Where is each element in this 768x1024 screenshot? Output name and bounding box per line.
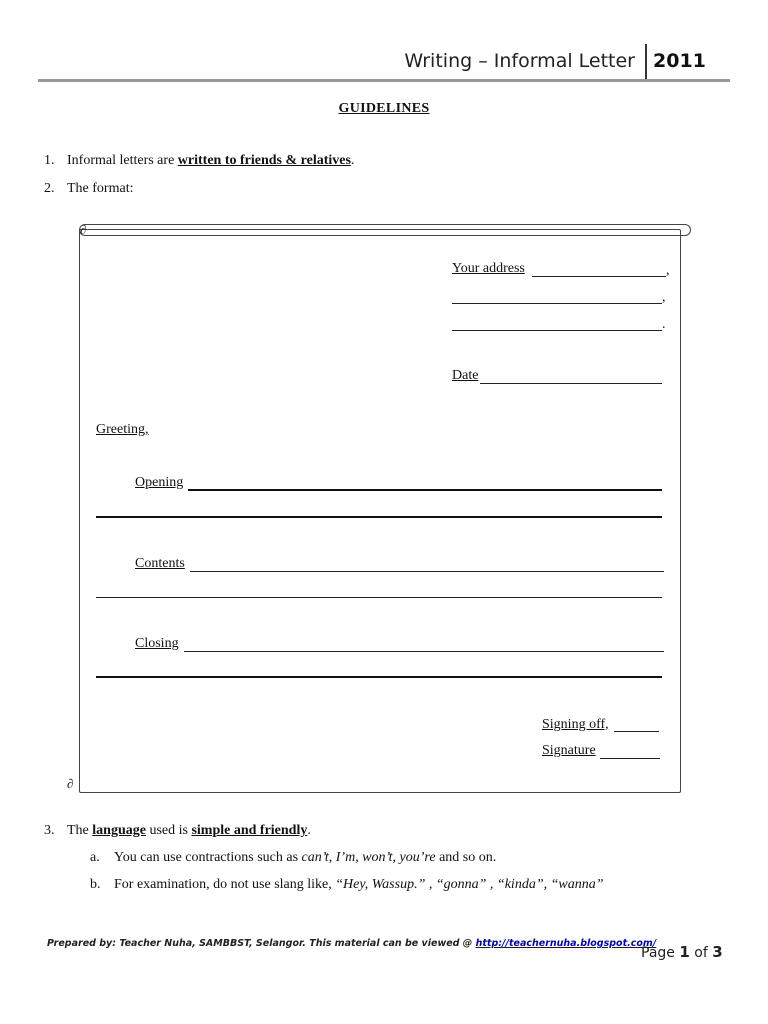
comma: ,: [666, 263, 670, 278]
opening-line-2: [96, 516, 662, 518]
letter-format-scroll: [79, 229, 681, 793]
closing-label: Closing: [135, 636, 179, 651]
footer-credit: Prepared by: Teacher Nuha, SAMBBST, Selangor. This material can be viewed @ http://teachernuha.blogspot.com/: [47, 938, 657, 949]
page-number: Page 1 of 3: [641, 943, 723, 961]
address-line-3: [452, 330, 662, 331]
guidelines-heading: GUIDELINES: [338, 101, 430, 116]
header-divider: [645, 44, 647, 82]
list-number: 2.: [44, 181, 55, 196]
address-label: Your address: [452, 261, 525, 276]
opening-label: Opening: [135, 475, 184, 490]
scroll-curl-top-icon: ∂: [80, 222, 87, 237]
closing-line-2: [96, 676, 662, 678]
greeting-label: Greeting,: [96, 422, 149, 437]
signature-line: [600, 758, 660, 759]
signing-off-line: [614, 731, 659, 732]
list-number: 3.: [44, 823, 55, 838]
blog-link[interactable]: http://teachernuha.blogspot.com/: [475, 938, 657, 949]
emphasis-text: language: [92, 823, 146, 838]
full-stop: .: [662, 317, 666, 332]
opening-line-1: [188, 489, 662, 491]
sub-item-letter: a.: [90, 850, 100, 865]
signing-off-label: Signing off,: [542, 717, 609, 732]
signature-label: Signature: [542, 743, 596, 758]
example-text: “Hey, Wassup.” , “gonna” , “kinda”, “wanna”: [335, 877, 604, 892]
date-label: Date: [452, 368, 479, 383]
document-year: 2011: [653, 50, 706, 72]
document-title: Writing – Informal Letter: [404, 50, 635, 72]
contents-label: Contents: [135, 556, 185, 571]
contents-line-1: [190, 571, 664, 572]
emphasis-text: written to friends & relatives: [177, 153, 351, 168]
address-line-1: [532, 276, 666, 277]
sub-item-letter: b.: [90, 877, 101, 892]
address-line-2: [452, 303, 662, 304]
example-text: can’t, I’m, won’t, you’re: [301, 850, 436, 865]
contents-line-2: [96, 597, 662, 598]
closing-line-1: [184, 651, 664, 652]
scroll-curl-bottom-icon: ∂: [67, 776, 74, 791]
header-rule: [38, 79, 730, 82]
date-line: [480, 383, 662, 384]
emphasis-text: simple and friendly: [191, 823, 308, 838]
comma: ,: [662, 290, 666, 305]
list-number: 1.: [44, 153, 55, 168]
